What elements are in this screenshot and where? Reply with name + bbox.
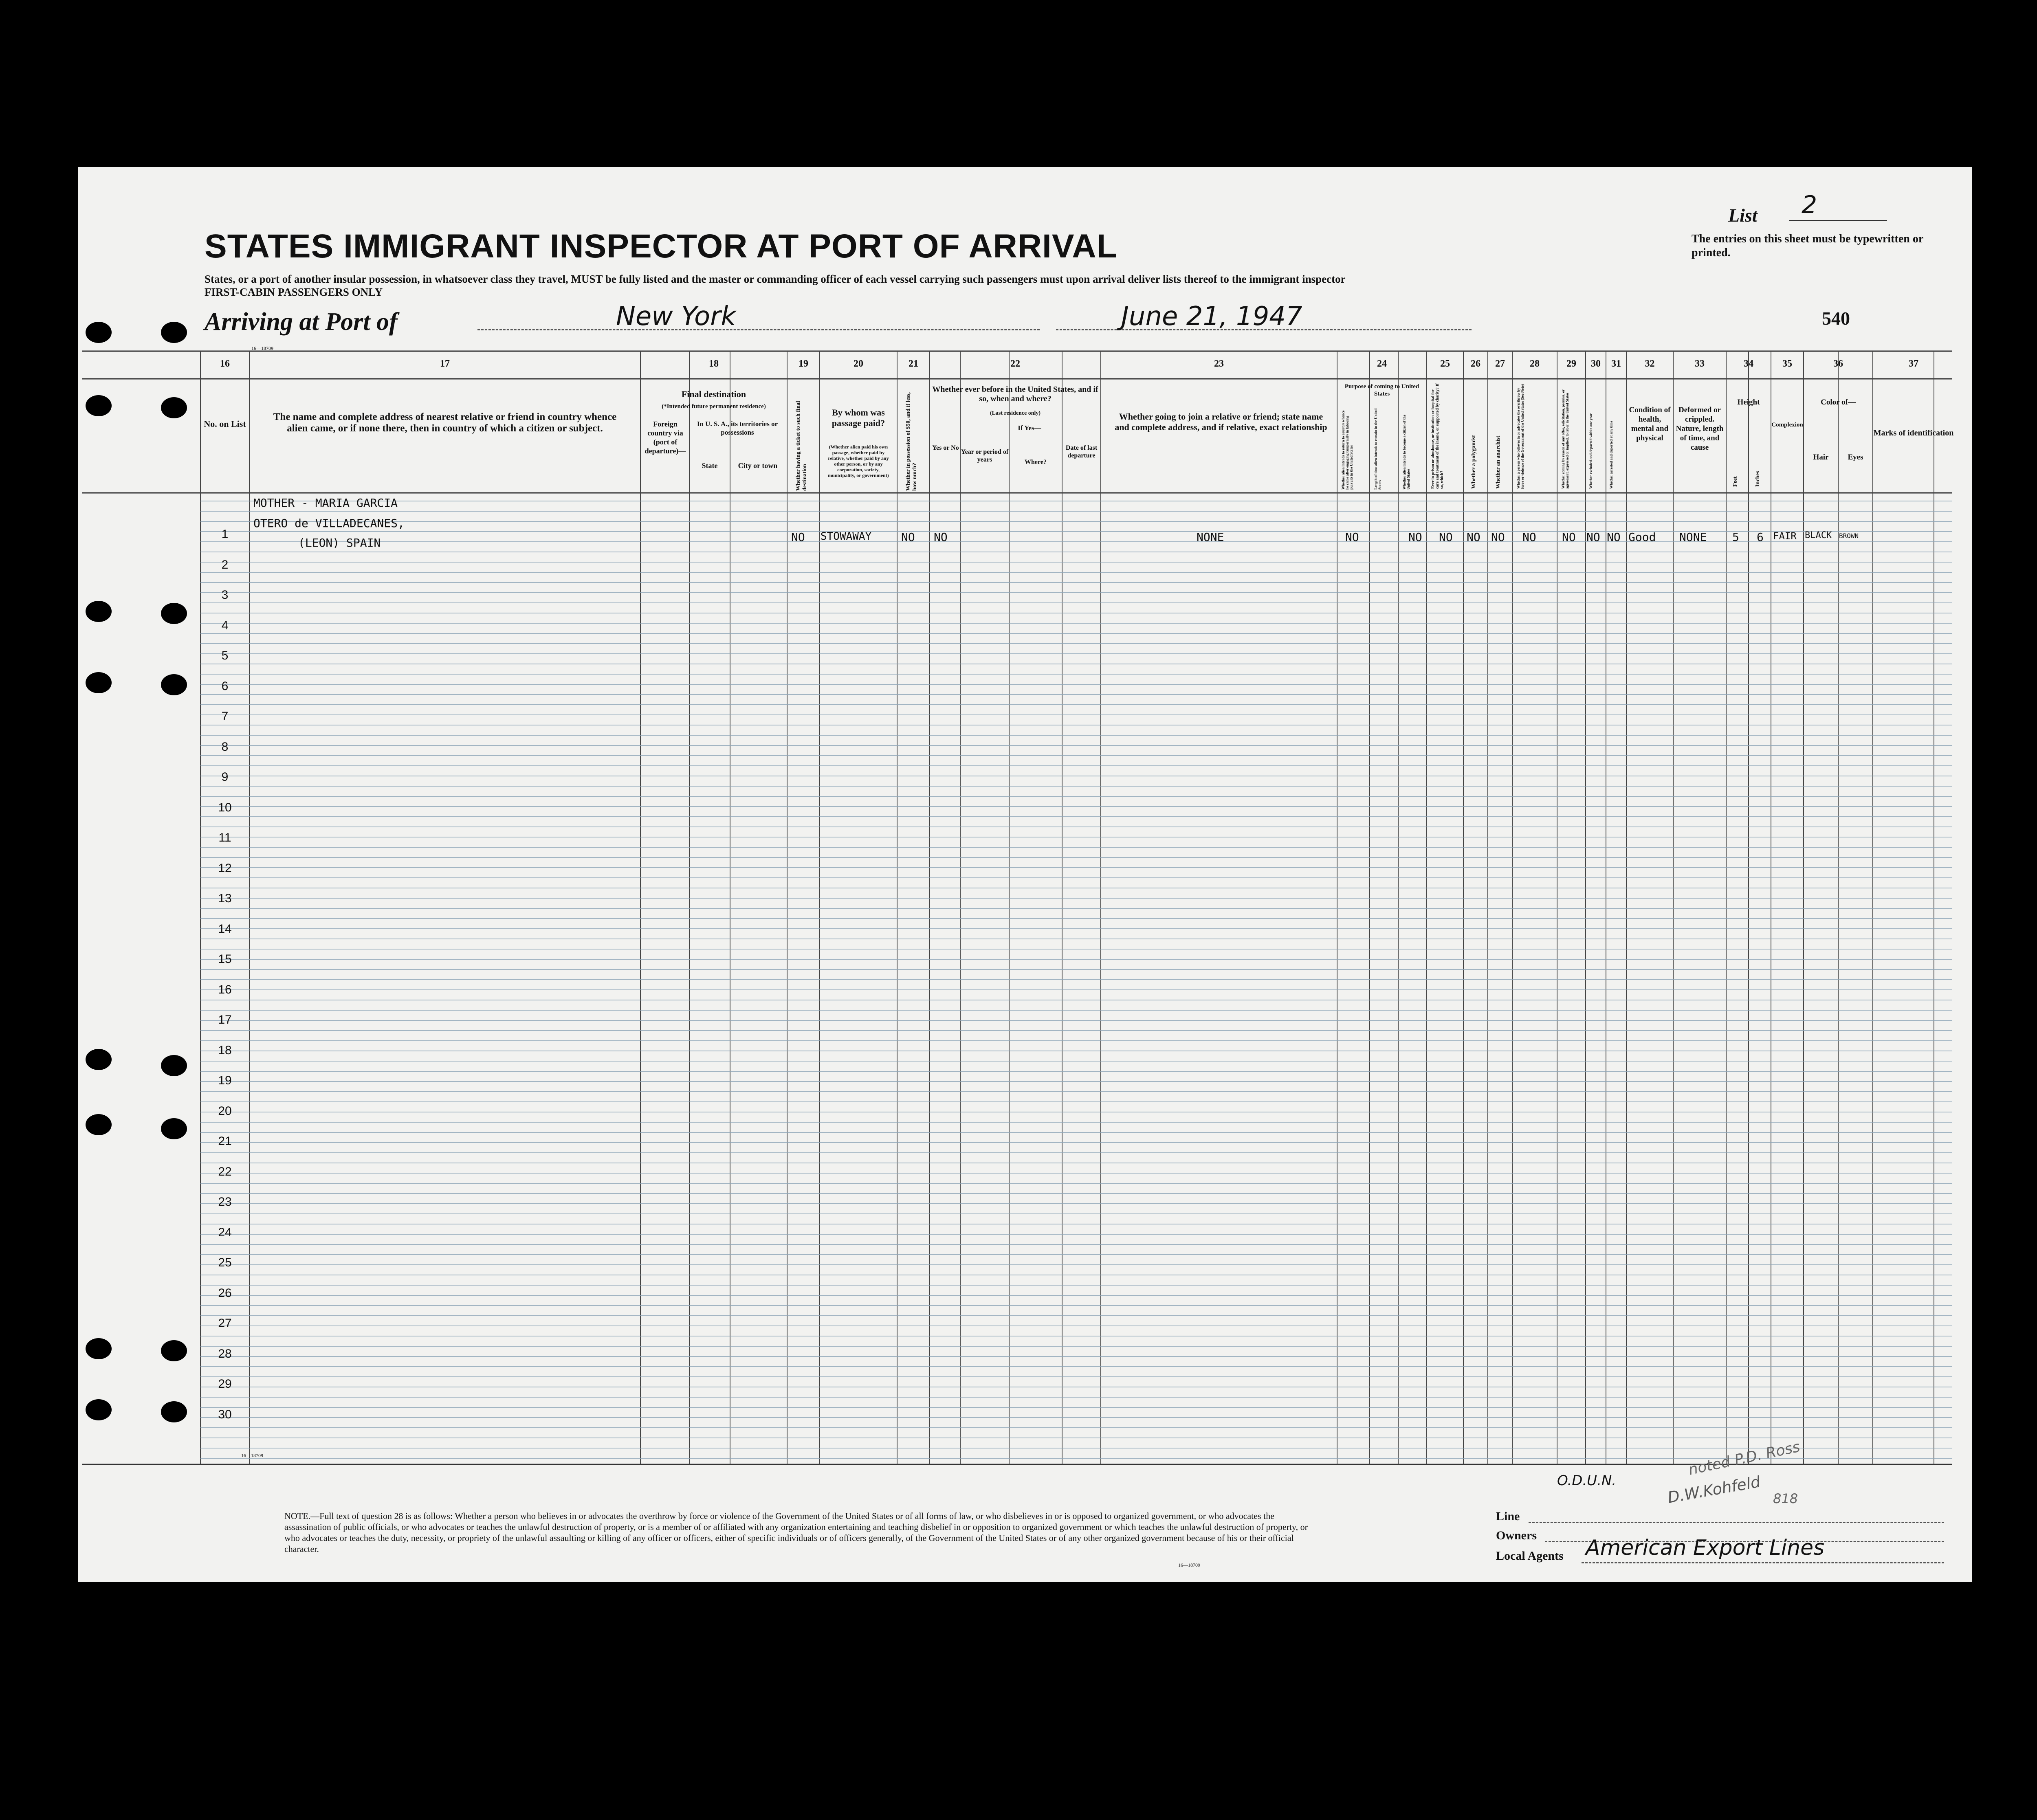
header-purpose-c: Whether alien intends to become a citizen of the United States	[1402, 415, 1410, 490]
entry-complexion: FAIR	[1773, 530, 1797, 542]
binder-hole	[161, 1055, 187, 1076]
header-eyes: Eyes	[1848, 453, 1863, 462]
page-title: STATES IMMIGRANT INSPECTOR AT PORT OF ARRIVAL	[205, 228, 1117, 265]
arriving-label: Arriving at Port of	[205, 308, 398, 336]
col-25: 25	[1440, 358, 1450, 369]
header-passage-paid-sub: (Whether alien paid his own passage, whether paid by relative, whether paid by any other person, or by any corporation, society, municipality, or government)	[828, 444, 889, 478]
entry-inches: 6	[1757, 530, 1764, 544]
row-number: 11	[218, 831, 231, 844]
header-state: State	[702, 462, 718, 470]
col-22: 22	[1010, 358, 1020, 369]
row-number: 16	[218, 983, 232, 996]
col-24: 24	[1377, 358, 1387, 369]
line-label: Line	[1496, 1510, 1520, 1523]
entry-hair: BLACK	[1805, 530, 1832, 541]
binder-hole	[161, 674, 187, 695]
col-31: 31	[1611, 358, 1621, 369]
col-17: 17	[440, 358, 450, 369]
row-number: 20	[218, 1104, 232, 1118]
row-number: 25	[218, 1256, 232, 1269]
binder-hole	[161, 322, 187, 343]
row-number: 14	[218, 922, 232, 936]
owners-label: Owners	[1496, 1529, 1537, 1542]
header-date-departure: Date of last departure	[1065, 444, 1098, 459]
row-number: 24	[218, 1225, 232, 1239]
agents-label: Local Agents	[1496, 1549, 1564, 1563]
entry-deformed: NONE	[1679, 530, 1707, 544]
header-final-destination-sub: (*Intended future permanent residence)	[662, 403, 766, 410]
line-field	[1529, 1522, 1944, 1523]
binder-hole	[86, 1114, 112, 1135]
header-ticket: Whether having a ticket to such final destination	[795, 401, 808, 491]
binder-hole	[161, 397, 187, 418]
header-possession-50: Whether in possession of $50, and if less, how much?	[905, 392, 918, 491]
row-number: 22	[218, 1165, 232, 1178]
header-purpose-b: Length of time alien intends to remain in the United States	[1374, 408, 1382, 490]
header-where: Where?	[1025, 459, 1047, 466]
col-23: 23	[1214, 358, 1224, 369]
entry-relative-line1: MOTHER - MARIA GARCIA	[253, 496, 398, 510]
col-32: 32	[1645, 358, 1655, 369]
row-number: 1	[221, 528, 229, 541]
entry-relative-line2: OTERO de VILLADECANES,	[253, 517, 405, 530]
header-color-of: Color of—	[1821, 398, 1856, 407]
row-number: 17	[218, 1013, 232, 1026]
entry-feet: 5	[1732, 530, 1739, 544]
header-condition: Condition of health, mental and physical	[1629, 406, 1671, 442]
binder-hole	[161, 1118, 187, 1139]
row-number: 21	[218, 1134, 232, 1148]
row-number: 19	[218, 1074, 232, 1087]
binder-hole	[86, 672, 112, 693]
port-line	[477, 329, 1040, 330]
entry-eyes: BROWN	[1839, 532, 1859, 540]
header-inches: Inches	[1755, 471, 1761, 487]
binder-hole	[86, 1338, 112, 1359]
header-q29: Whether coming by reason of any offer, solicitation, promise, or agreement, expressed or implied, to labor in the United States	[1561, 389, 1569, 489]
header-last-residence: (Last residence only)	[990, 410, 1041, 416]
row-number: 6	[221, 679, 229, 693]
entry-anarchist: NO	[1491, 530, 1505, 544]
entry-relative-line3: (LEON) SPAIN	[298, 536, 381, 550]
header-prison: Ever in prison or almshouse, or institution or hospital for care and treatment of the insane, or supported by charity? If so, which?	[1431, 383, 1444, 489]
row-number: 15	[218, 952, 232, 966]
entry-ticket: NO	[791, 530, 805, 544]
row-number: 23	[218, 1195, 232, 1209]
header-year-period: Year or period of years	[961, 448, 1009, 463]
col-34: 34	[1744, 358, 1753, 369]
header-before-in-us: Whether ever before in the United States, and if so, when and where?	[932, 385, 1098, 403]
col-33: 33	[1695, 358, 1705, 369]
header-q28: Whether a person who believes in or advocates the overthrow by force or violence of the Government of the United States (See Note)	[1516, 384, 1524, 489]
table-grid	[78, 167, 1972, 1582]
binder-hole	[86, 322, 112, 343]
col-37: 37	[1909, 358, 1918, 369]
header-foreign-country: Foreign country via (port of departure)—	[645, 420, 686, 455]
header-final-destination: Final destination	[681, 389, 746, 399]
row-number: 2	[221, 558, 229, 571]
col-21: 21	[909, 358, 918, 369]
binder-hole	[161, 603, 187, 624]
entry-q31: NO	[1607, 530, 1621, 544]
row-number: 3	[221, 588, 229, 602]
entry-prison: NO	[1439, 530, 1453, 544]
entry-q30: NO	[1586, 530, 1600, 544]
header-complexion: Complexion	[1771, 422, 1803, 428]
binder-hole	[86, 395, 112, 416]
binder-hole	[86, 601, 112, 622]
binder-hole	[161, 1401, 187, 1422]
entry-polygamist: NO	[1467, 530, 1480, 544]
form-code-top: 16—18709	[251, 345, 273, 351]
entry-purpose-return: NO	[1345, 530, 1359, 544]
col-20: 20	[854, 358, 863, 369]
footer-form-code: 16—18709	[1178, 1562, 1200, 1568]
entries-note: The entries on this sheet must be typewritten or printed.	[1692, 233, 1923, 259]
entry-purpose-citizen: NO	[1408, 530, 1422, 544]
header-purpose: Purpose of coming to United States	[1344, 383, 1419, 397]
col-16: 16	[220, 358, 230, 369]
list-number: 2	[1802, 191, 1817, 219]
header-city: City or town	[738, 462, 778, 470]
entry-join-relative: NONE	[1197, 530, 1224, 544]
row-number: 5	[221, 649, 229, 662]
list-label: List	[1728, 205, 1758, 226]
stamp-odun: O.D.U.N.	[1557, 1473, 1617, 1489]
col-18: 18	[709, 358, 719, 369]
header-deformed: Deformed or crippled. Nature, length of time, and cause	[1676, 406, 1724, 452]
header-height: Height	[1737, 398, 1760, 407]
header-feet: Feet	[1732, 476, 1738, 487]
col-28: 28	[1530, 358, 1540, 369]
col-36: 36	[1833, 358, 1843, 369]
binder-hole	[86, 1049, 112, 1070]
header-anarchist: Whether an anarchist	[1495, 435, 1501, 489]
row-number: 9	[221, 770, 229, 784]
header-name-address: The name and complete address of nearest relative or friend in country whence alien came, or if none there, then in country of which a citizen or subject.	[273, 411, 617, 434]
col-30: 30	[1591, 358, 1601, 369]
noted-annotation: noted P.D. Ross	[1687, 1438, 1802, 1479]
form-code-bottom: 16—18709	[241, 1453, 263, 1458]
row-number: 30	[218, 1407, 232, 1421]
col-35: 35	[1782, 358, 1792, 369]
entry-q28: NO	[1522, 530, 1536, 544]
row-number: 4	[221, 618, 229, 632]
header-passage-paid: By whom was passage paid?	[832, 407, 885, 428]
entry-possession-50: NO	[901, 530, 915, 544]
row-number: 26	[218, 1286, 232, 1300]
manifest-sheet	[78, 167, 1972, 1582]
col-19: 19	[799, 358, 808, 369]
col-29: 29	[1566, 358, 1576, 369]
page-code: 540	[1822, 308, 1850, 329]
entry-before-in-us: NO	[934, 530, 948, 544]
agents-field	[1582, 1562, 1944, 1563]
row-number: 29	[218, 1377, 232, 1391]
row-number: 8	[221, 740, 229, 754]
header-yes-no: Yes or No	[932, 444, 959, 451]
header-q31: Whether arrested and deported at any time	[1609, 421, 1613, 489]
first-cabin-label: FIRST-CABIN PASSENGERS ONLY	[205, 286, 383, 298]
agents-value: American Export Lines	[1586, 1536, 1825, 1560]
header-purpose-a: Whether alien intends to return to country whence he came after engaging temporarily in laboring pursuits in the United States	[1341, 410, 1353, 490]
binder-hole	[161, 1340, 187, 1361]
header-marks: Marks of identification	[1873, 429, 1954, 437]
header-polygamist: Whether a polygamist	[1471, 435, 1477, 489]
port-value: New York	[616, 301, 736, 332]
col-27: 27	[1495, 358, 1505, 369]
header-q30: Whether excluded and deported within one year	[1589, 413, 1593, 489]
list-underline	[1789, 220, 1887, 221]
header-in-usa: In U. S. A., its territories or possessions	[697, 420, 778, 436]
footer-note: NOTE.—Full text of question 28 is as follows: Whether a person who believes in or advocates the overthrow by force or violence of the Government of the United States or of all forms of law, or who disbelieves in or is opposed to organized government, or who advocates the assassination of public officials, or who advocates or teaches the unlawful destruction of property, or is a member of or affiliated with any organization entertaining and teaching disbelief in or opposition to organized government or which teaches the unlawful destruction of property, or who advocates or teaches the duty, necessity, or propriety of the unlawful assaulting or killing of any officer or officers, either of specific individuals or of officers generally, of the Government of the United States or of any other organized government because of his or their official character.	[284, 1511, 1308, 1554]
row-number: 13	[218, 892, 232, 905]
row-number: 7	[221, 710, 229, 723]
row-number: 28	[218, 1347, 232, 1361]
signature: D.W.Kohfeld	[1666, 1473, 1762, 1507]
binder-hole	[86, 1399, 112, 1420]
page-subline: States, or a port of another insular possession, in whatsoever class they travel, MUST be fully listed and the master or commanding officer of each vessel carrying such passengers must upon arrival deliver lists thereof to the immigrant inspector	[205, 273, 1346, 285]
entry-condition: Good	[1628, 530, 1656, 544]
entry-passage-paid: STOWAWAY	[821, 530, 872, 543]
row-number: 18	[218, 1043, 232, 1057]
header-join-relative: Whether going to join a relative or friend; state name and complete address, and if relative, exact relationship	[1115, 411, 1327, 432]
date-value: June 21, 1947	[1121, 301, 1302, 332]
col-26: 26	[1471, 358, 1480, 369]
header-no-on-list: No. on List	[204, 419, 246, 429]
entry-q29: NO	[1562, 530, 1576, 544]
signature-code: 818	[1773, 1491, 1798, 1506]
header-hair: Hair	[1813, 453, 1829, 462]
row-number: 10	[218, 800, 232, 814]
row-number: 27	[218, 1317, 232, 1330]
row-number: 12	[218, 861, 232, 875]
header-if-yes: If Yes—	[1018, 424, 1041, 432]
